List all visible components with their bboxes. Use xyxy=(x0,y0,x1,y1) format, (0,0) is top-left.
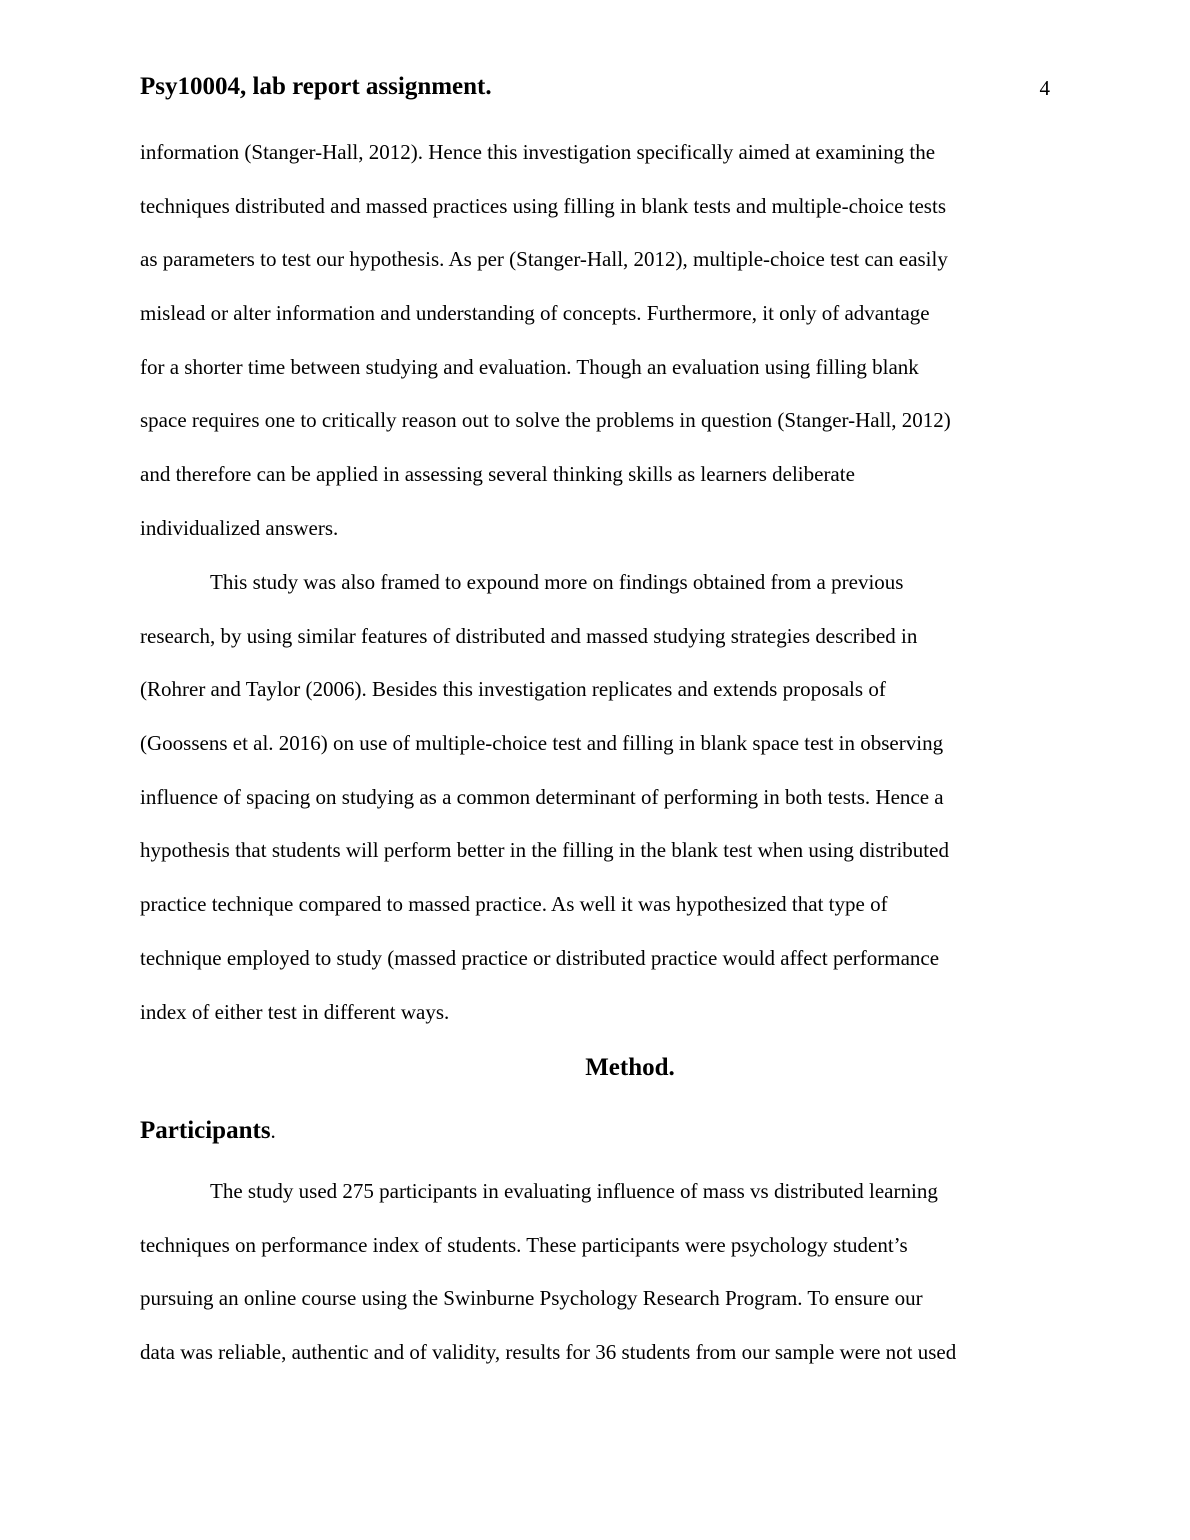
paragraph-line: techniques distributed and massed practices using filling in blank tests and multiple-choice tests xyxy=(140,193,946,218)
paragraph-line: for a shorter time between studying and evaluation. Though an evaluation using filling blank xyxy=(140,354,919,379)
paragraph-line: influence of spacing on studying as a common determinant of performing in both tests. Hence a xyxy=(140,784,944,809)
paragraph-introduction-continued xyxy=(140,126,1052,556)
paragraph-line: (Goossens et al. 2016) on use of multiple-choice test and filling in blank space test in observing xyxy=(140,731,944,756)
paragraph-line: technique employed to study (massed practice or distributed practice would affect performance xyxy=(140,945,940,970)
paragraph-line: information (Stanger-Hall, 2012). Hence this investigation specifically aimed at examining the xyxy=(140,140,936,164)
page-number: 4 xyxy=(1039,76,1050,100)
paragraph-line: individualized answers. xyxy=(140,515,339,540)
paragraph-line: techniques on performance index of students. These participants were psychology student’s xyxy=(140,1232,908,1257)
section-heading-method: Method. xyxy=(585,1054,675,1081)
paragraph-line: and therefore can be applied in assessing several thinking skills as learners deliberate xyxy=(140,462,855,487)
paragraph-line: This study was also framed to expound more on findings obtained from a previous xyxy=(210,570,904,594)
paragraph-line: practice technique compared to massed practice. As well it was hypothesized that type of xyxy=(140,892,888,917)
paragraph-line: data was reliable, authentic and of validity, results for 36 students from our sample were not used xyxy=(140,1340,957,1365)
participants-heading-text: Participants xyxy=(140,1117,271,1144)
paragraph-line: pursuing an online course using the Swinburne Psychology Research Program. To ensure our xyxy=(140,1286,923,1311)
paragraph-line: research, by using similar features of distributed and massed studying strategies described in xyxy=(140,623,918,648)
paragraph-participants xyxy=(140,1165,1052,1380)
paragraph-line: mislead or alter information and understanding of concepts. Furthermore, it only of advantage xyxy=(140,301,930,326)
participants-heading-period: . xyxy=(270,1119,276,1143)
subsection-heading-participants xyxy=(140,1113,276,1149)
paragraph-line: (Rohrer and Taylor (2006). Besides this investigation replicates and extends proposals of xyxy=(140,677,886,702)
paragraph-study-framing xyxy=(140,556,1052,1039)
paragraph-line: index of either test in different ways. xyxy=(140,999,450,1024)
paragraph-line: as parameters to test our hypothesis. As per (Stanger-Hall, 2012), multiple-choice test can easily xyxy=(140,247,948,272)
running-head: Psy10004, lab report assignment. xyxy=(140,73,492,100)
paragraph-line: The study used 275 participants in evaluating influence of mass vs distributed learning xyxy=(210,1179,938,1203)
paragraph-line: space requires one to critically reason out to solve the problems in question (Stanger-Hall, 2012) xyxy=(140,408,951,433)
paragraph-line: hypothesis that students will perform better in the filling in the blank test when using distributed xyxy=(140,838,949,863)
